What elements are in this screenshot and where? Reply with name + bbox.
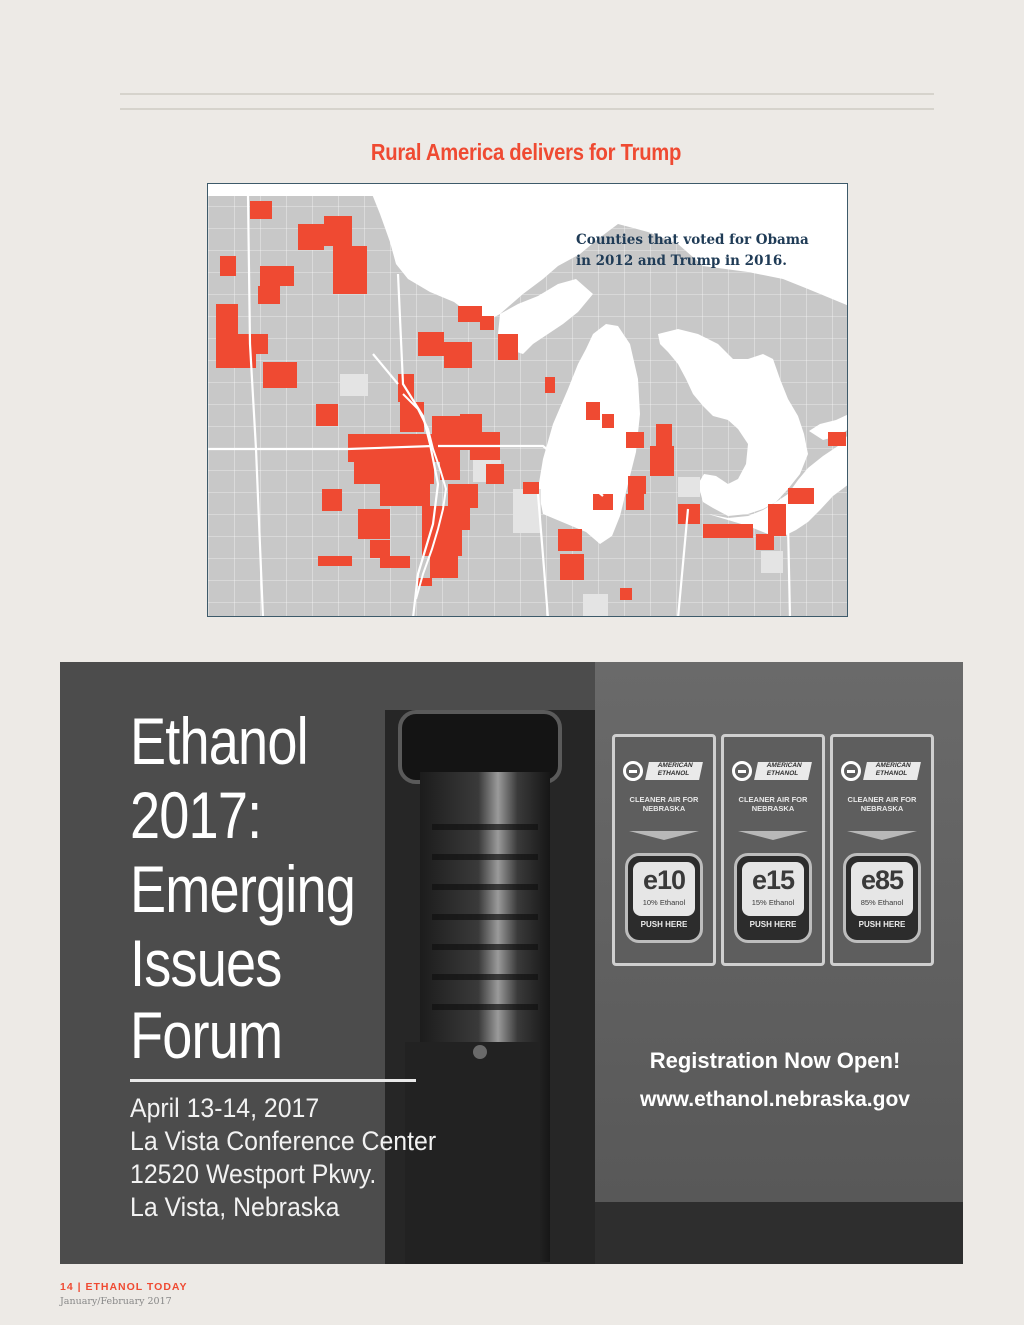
ad-divider — [130, 1079, 416, 1082]
ethanol-blend: 85% Ethanol — [860, 898, 904, 907]
push-label: PUSH HERE — [749, 920, 797, 929]
panel-brand: AMERICAN ETHANOL — [863, 762, 921, 780]
down-arrow-icon — [738, 831, 808, 840]
registration-url: www.ethanol.nebraska.gov — [640, 1088, 910, 1111]
ethanol-blend: 15% Ethanol — [751, 898, 795, 907]
pump-panel-e10 — [612, 734, 716, 966]
event-city: La Vista, Nebraska — [130, 1192, 340, 1222]
push-label: PUSH HERE — [640, 920, 688, 929]
fuel-grade: e85 — [860, 865, 904, 895]
down-arrow-icon — [629, 831, 699, 840]
pump-panel-e15 — [721, 734, 825, 966]
event-date: April 13-14, 2017 — [130, 1093, 320, 1123]
top-rule-2 — [120, 108, 934, 110]
forum-advertisement — [60, 662, 963, 1264]
american-ethanol-logo — [623, 761, 705, 783]
ad-title-line: Ethanol — [130, 704, 308, 778]
map-caption: Counties that voted for Obama in 2012 and Trump in 2016. — [576, 232, 809, 269]
push-label: PUSH HERE — [858, 920, 906, 929]
e85-push-button — [843, 853, 921, 943]
american-ethanol-logo — [841, 761, 923, 783]
ad-title-line: Emerging — [130, 852, 356, 926]
ad-title-line: Forum — [130, 998, 283, 1072]
panel-subtitle: CLEANER AIR FOR NEBRASKA — [629, 795, 699, 813]
event-street: 12520 Westport Pkwy. — [130, 1159, 377, 1189]
e10-push-button — [625, 853, 703, 943]
map-title: Rural America delivers for Trump — [370, 139, 682, 165]
fuel-grade: e15 — [751, 865, 795, 895]
page-footer-label: 14 | ETHANOL TODAY — [60, 1281, 188, 1293]
ad-title-line: Issues — [130, 926, 282, 1000]
ethanol-e-icon — [623, 761, 643, 781]
panel-subtitle: CLEANER AIR FOR NEBRASKA — [847, 795, 917, 813]
page-footer-date: January/February 2017 — [60, 1296, 172, 1307]
down-arrow-icon — [847, 831, 917, 840]
american-ethanol-logo — [732, 761, 814, 783]
ad-title-line: 2017: — [130, 778, 262, 852]
pump-panel-e85 — [830, 734, 934, 966]
ethanol-blend: 10% Ethanol — [642, 898, 686, 907]
registration-notice: Registration Now Open! — [649, 1048, 901, 1073]
panel-brand: AMERICAN ETHANOL — [754, 762, 812, 780]
top-rule-1 — [120, 93, 934, 95]
ethanol-e-icon — [841, 761, 861, 781]
ethanol-e-icon — [732, 761, 752, 781]
fuel-grade: e10 — [642, 865, 686, 895]
county-map — [207, 183, 848, 617]
event-venue: La Vista Conference Center — [130, 1126, 437, 1156]
e15-push-button — [734, 853, 812, 943]
panel-brand: AMERICAN ETHANOL — [645, 762, 703, 780]
panel-subtitle: CLEANER AIR FOR NEBRASKA — [738, 795, 808, 813]
